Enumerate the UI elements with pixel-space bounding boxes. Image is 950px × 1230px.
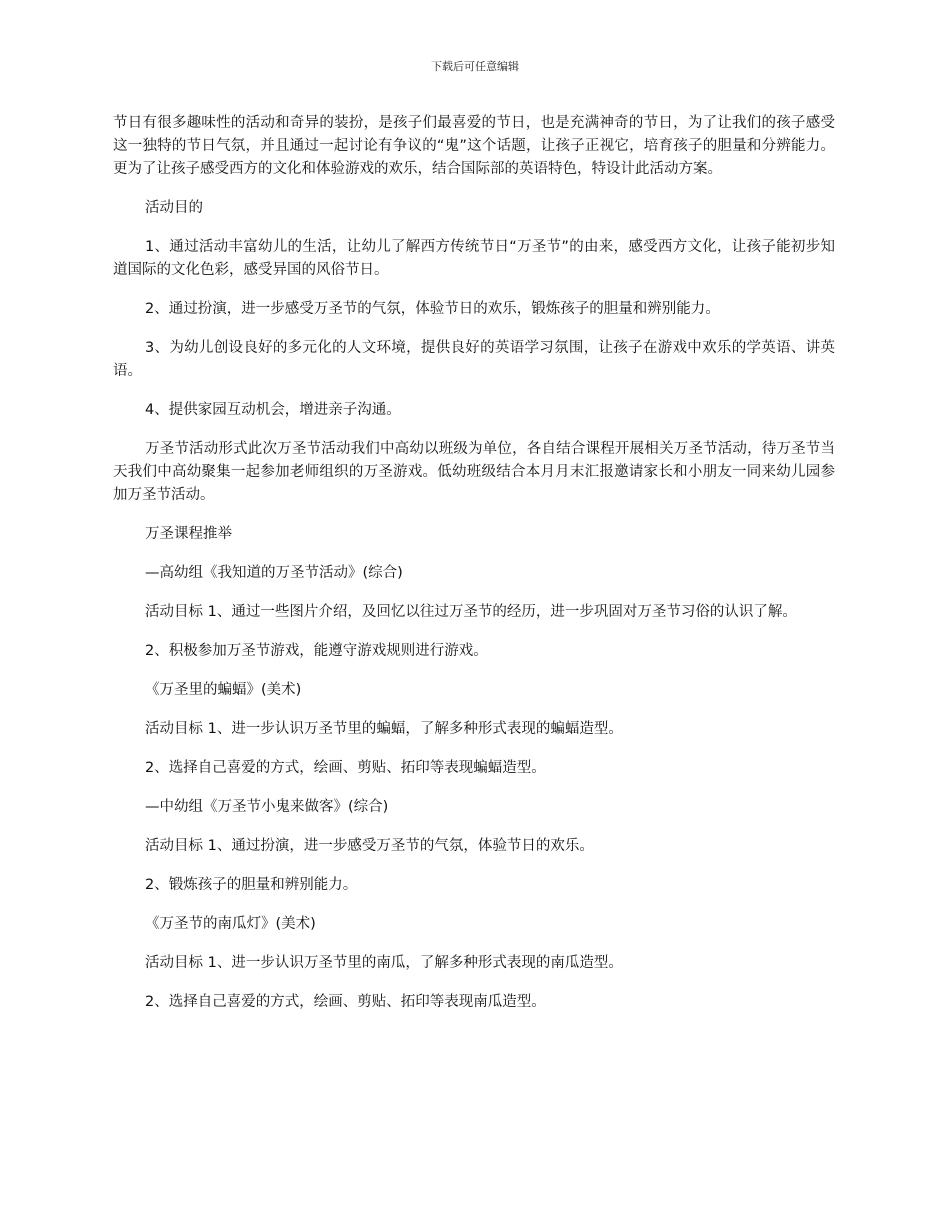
course-goal: 活动目标 1、通过一些图片介绍，及回忆以往过万圣节的经历，进一步巩固对万圣节习俗的认识了解。 [145, 604, 797, 620]
page-header: 下载后可任意编辑 [431, 60, 519, 73]
course-goal: 2、选择自己喜爱的方式，绘画、剪贴、拓印等表现蝙蝠造型。 [145, 760, 546, 776]
section-heading-courses: 万圣课程推举 [145, 526, 232, 542]
paragraph-activity-format: 万圣节活动形式此次万圣节活动我们中高幼以班级为单位，各自结合课程开展相关万圣节活动，待万圣节当天我们中高幼聚集一起参加老师组织的万圣游戏。低幼班级结合本月月末汇报邀请家长和小朋友一同来幼儿园参加万圣节活动。 [113, 441, 835, 503]
section-heading-goals: 活动目的 [145, 200, 203, 216]
goal-item: 2、通过扮演，进一步感受万圣节的气氛，体验节日的欢乐，锻炼孩子的胆量和辨别能力。 [145, 301, 720, 317]
course-goal: 2、选择自己喜爱的方式，绘画、剪贴、拓印等表现南瓜造型。 [145, 994, 546, 1010]
paragraph-intro: 节日有很多趣味性的活动和奇异的装扮，是孩子们最喜爱的节日，也是充满神奇的节日，为了让我们的孩子感受这一独特的节日气氛，并且通过一起讨论有争议的“鬼”这个话题，让孩子正视它，培育孩子的胆量和分辨能力。更为了让孩子感受西方的文化和体验游戏的欢乐，结合国际部的英语特色，特设计此活动方案。 [113, 115, 835, 177]
course-goal: 活动目标 1、进一步认识万圣节里的南瓜，了解多种形式表现的南瓜造型。 [145, 955, 623, 971]
course-goal: 活动目标 1、进一步认识万圣节里的蝙蝠，了解多种形式表现的蝙蝠造型。 [145, 721, 623, 737]
course-goal: 活动目标 1、通过扮演，进一步感受万圣节的气氛，体验节日的欢乐。 [145, 838, 594, 854]
course-title: 《万圣里的蝙蝠》(美术) [145, 682, 302, 698]
course-title: 《万圣节的南瓜灯》(美术) [145, 916, 316, 932]
document-body [113, 112, 835, 1030]
goal-item: 3、为幼儿创设良好的多元化的人文环境，提供良好的英语学习氛围，让孩子在游戏中欢乐的学英语、讲英语。 [113, 340, 835, 379]
goal-item: 4、提供家园互动机会，增进亲子沟通。 [145, 402, 401, 418]
course-title: —高幼组《我知道的万圣节活动》(综合) [145, 565, 403, 581]
course-goal: 2、积极参加万圣节游戏，能遵守游戏规则进行游戏。 [145, 643, 488, 659]
course-goal: 2、锻炼孩子的胆量和辨别能力。 [145, 877, 358, 893]
goal-item: 1、通过活动丰富幼儿的生活，让幼儿了解西方传统节日“万圣节”的由来，感受西方文化，让孩子能初步知道国际的文化色彩，感受异国的风俗节日。 [113, 239, 835, 278]
course-title: —中幼组《万圣节小鬼来做客》(综合) [145, 799, 389, 815]
